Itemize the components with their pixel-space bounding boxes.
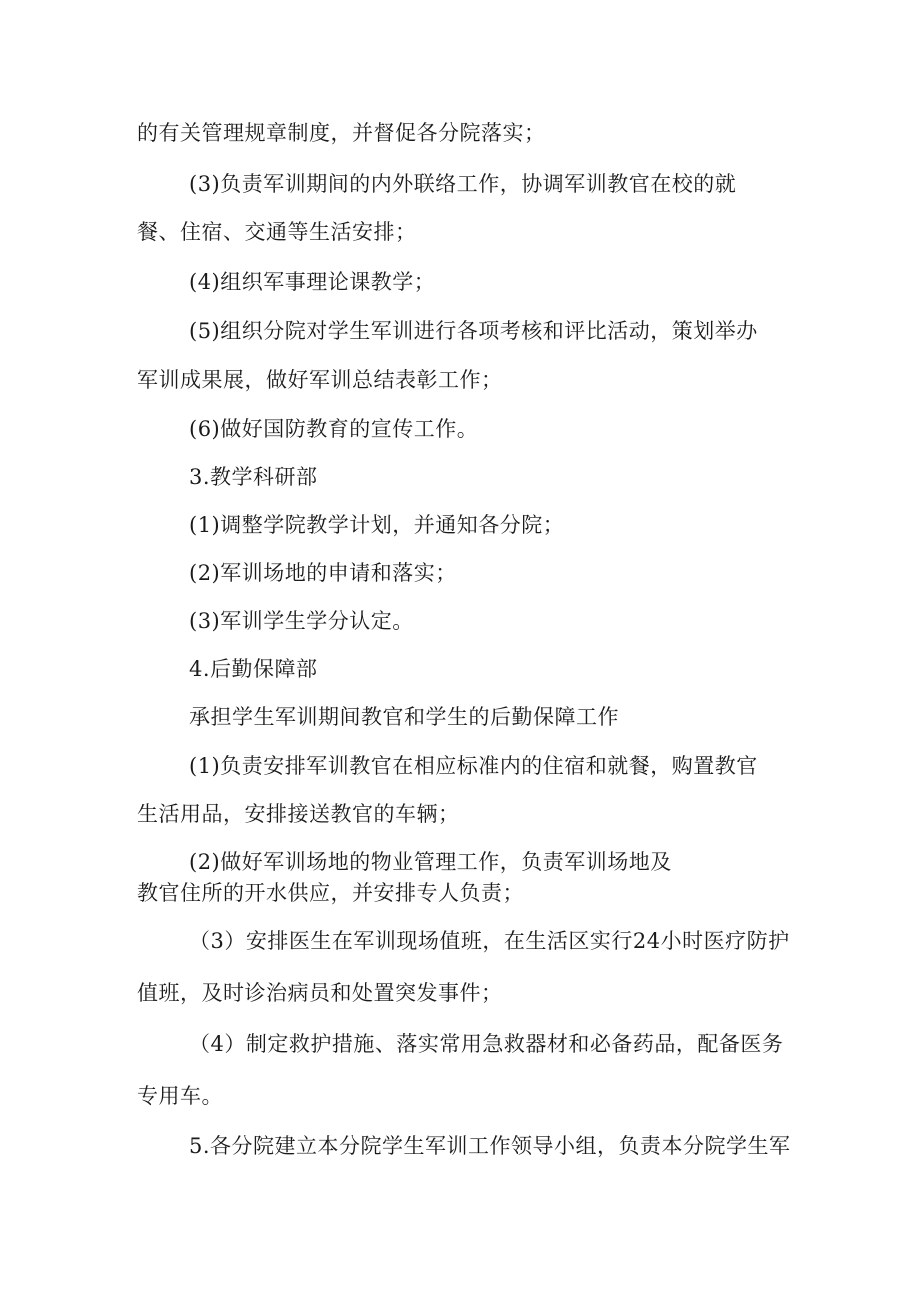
text-line: （3）安排医生在军训现场值班，在生活区实行24小时医疗防护 (189, 929, 790, 953)
text-line: (1)调整学院教学计划，并通知各分院； (189, 513, 565, 537)
text-line: (5)组织分院对学生军训进行各项考核和评比活动，策划举办 (189, 319, 758, 343)
text-line: 承担学生军训期间教官和学生的后勤保障工作 (189, 705, 619, 729)
text-line: (2)军训场地的申请和落实； (189, 561, 457, 585)
text-line: (1)负责安排军训教官在相应标准内的住宿和就餐，购置教官 (189, 754, 758, 778)
text-line: 的有关管理规章制度，并督促各分院落实； (137, 121, 546, 145)
text-line: (3)军训学生学分认定。 (189, 609, 414, 633)
text-line: 5.各分院建立本分院学生军训工作领导小组，负责本分院学生军 (189, 1134, 791, 1158)
text-line: (2)做好军训场地的物业管理工作，负责军训场地及 (189, 850, 672, 874)
section-heading: 3.教学科研部 (189, 465, 318, 489)
section-heading: 4.后勤保障部 (189, 657, 318, 681)
text-line: 教官住所的开水供应，并安排专人负责； (137, 881, 524, 905)
text-line: 军训成果展，做好军训总结表彰工作； (137, 368, 503, 392)
text-line: (4)组织军事理论课教学； (189, 270, 436, 294)
text-line: (3)负责军训期间的内外联络工作，协调军训教官在校的就 (189, 172, 737, 196)
text-line: 生活用品，安排接送教官的车辆； (137, 802, 460, 826)
text-line: 值班，及时诊治病员和处置突发事件； (137, 981, 503, 1005)
text-line: （4）制定救护措施、落实常用急救器材和必备药品，配备医务 (189, 1032, 784, 1056)
text-line: (6)做好国防教育的宣传工作。 (189, 417, 479, 441)
text-line: 专用车。 (137, 1084, 223, 1108)
text-line: 餐、住宿、交通等生活安排； (137, 220, 417, 244)
